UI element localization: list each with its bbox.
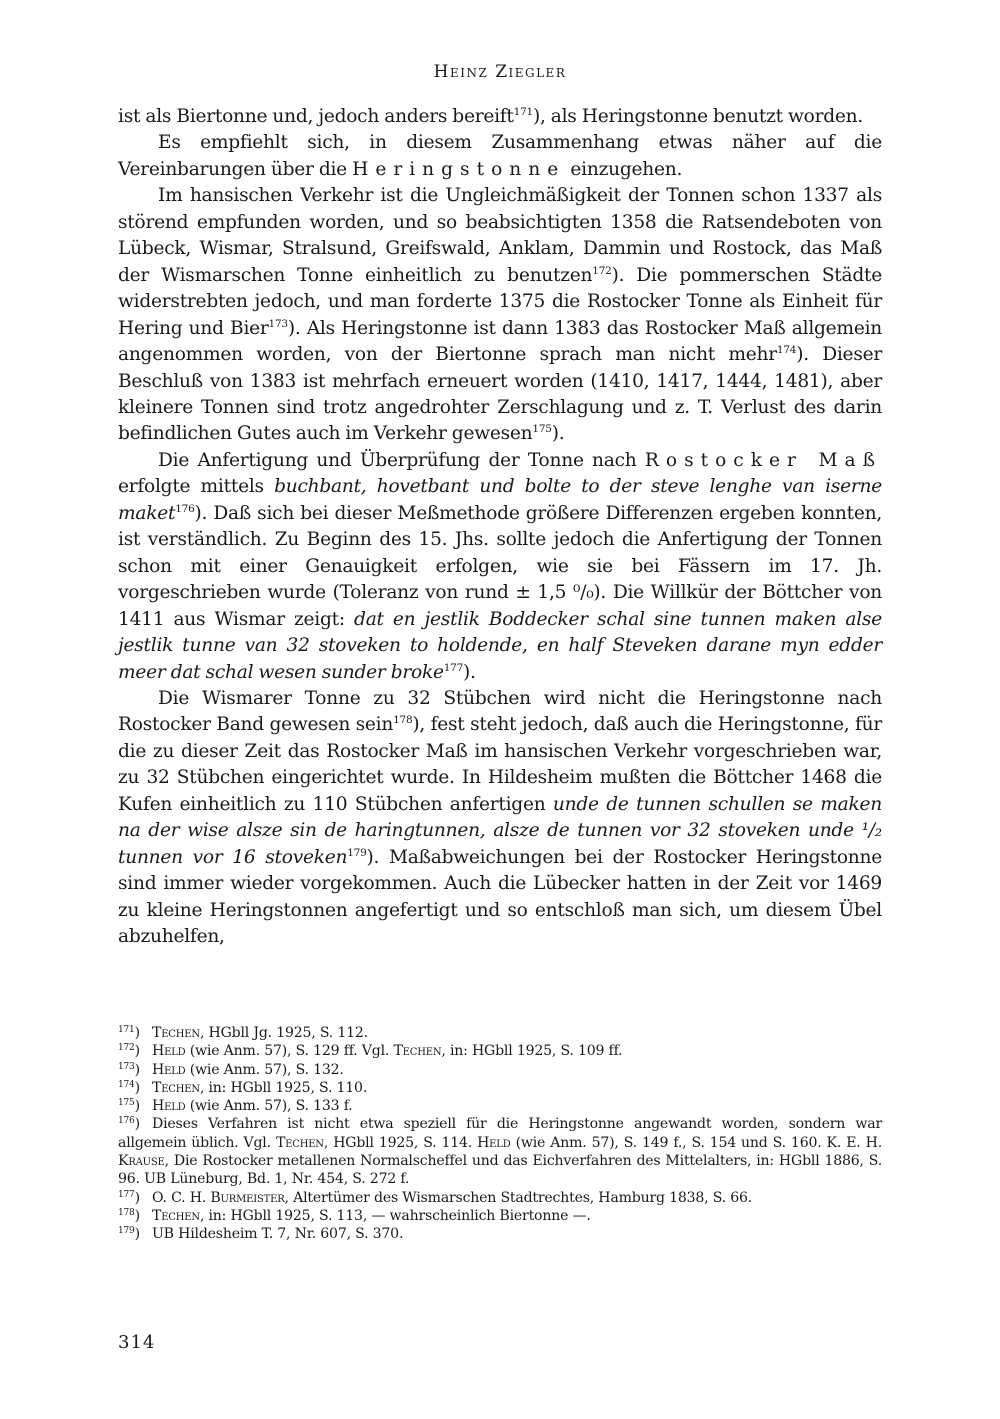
footnote-number-digits: 179 [118, 1226, 135, 1237]
footnote-text: (wie Anm. 57), S. 129 ff. Vgl. [185, 1043, 394, 1060]
footnote-number: $^{176}$) [118, 1116, 140, 1133]
text-span: ), als Heringstonne benutzt worden. [532, 106, 864, 127]
author-name: Held [152, 1061, 186, 1078]
paragraph-3 [118, 183, 882, 448]
footnote [118, 1097, 882, 1115]
footnote-number-digits: 176 [118, 1116, 135, 1127]
footnote-number-digits: 174 [118, 1079, 135, 1090]
footnote-text: , HGbll 1925, S. 114. [323, 1134, 478, 1151]
footnote-ref[interactable]: 177 [443, 661, 464, 674]
italic-quote: unde de tunnen schullen se maken na der wise alsze sin de haringtunnen, alsze de tunnen vor 32 stoveken unde ¹/₂ tunnen vor 16 stoveken [118, 793, 882, 868]
text-span: ist als Biertonne und, jedoch anders bereift [118, 106, 514, 127]
footnote [118, 1079, 882, 1097]
author-name: Techen [152, 1207, 200, 1224]
footnote-text: UB Hildesheim T. 7, Nr. 607, S. 370. [152, 1226, 404, 1243]
footnote [118, 1207, 882, 1225]
paragraph-5 [118, 686, 882, 951]
footnote [118, 1061, 882, 1079]
paragraph-4 [118, 448, 882, 686]
main-text [118, 104, 882, 951]
text-span: ). Die pommerschen Städte widerstrebten jedoch, und man forderte 1375 die Rostocker Tonne als Einheit für Hering und Bier [118, 264, 882, 339]
footnote-number: $^{177}$) [118, 1189, 140, 1206]
footnote [118, 1189, 882, 1207]
footnote-text: , in: HGbll 1925, S. 113, — wahrscheinlich Biertonne —. [199, 1207, 591, 1224]
page-number: 314 [118, 1332, 156, 1353]
spaced-term: Rostocker Maß [644, 449, 882, 471]
author-name: Burmeister [210, 1189, 285, 1206]
text-span: ), fest steht jedoch, daß auch die Heringstonne, für die zu dieser Zeit das Rostocker Maß im hansischen Verkehr vorgeschrieben war, zu 32 Stübchen eingerichtet wurde. In Hildesheim mußten die Böttcher 1468 die Kufen einheitlich zu 110 Stübchen anfertigen [118, 714, 882, 815]
footnote-number: $^{172}$) [118, 1043, 140, 1060]
footnote-text: , HGbll Jg. 1925, S. 112. [199, 1025, 368, 1041]
footnote-number: $^{175}$) [118, 1098, 140, 1115]
footnote-text: (wie Anm. 57), S. 132. [185, 1061, 344, 1078]
text-span: Die Wismarer Tonne zu 32 Stübchen wird nicht die Heringstonne nach Rostocker Band gewesen sein [118, 687, 882, 736]
footnote-ref[interactable]: 174 [776, 344, 797, 357]
footnote-ref[interactable]: 178 [393, 714, 413, 727]
footnote-number: $^{179}$) [118, 1226, 140, 1243]
footnote-number: $^{173}$) [118, 1061, 140, 1078]
text-span: ). Dieser Beschluß von 1383 ist mehrfach erneuert worden (1410, 1417, 1444, 1481), aber kleinere Tonnen sind trotz angedrohter Zerschlagung und z. T. Verlust des darin befindlichen Gutes auch im Verkehr gewesen [118, 344, 882, 445]
text-span: erfolgte mittels [118, 476, 264, 498]
paragraph-2 [118, 130, 882, 183]
text-span: einzugehen. [570, 158, 683, 180]
author-name: Techen [152, 1079, 200, 1096]
footnote-number-digits: 172 [118, 1043, 135, 1054]
italic-quote: dat en jestlik Boddecker schal sine tunnen maken alse jestlik tunne van 32 stoveken to holdende, en half Steveken darane myn edder meer dat schal wesen sunder broke [118, 608, 882, 683]
footnote-text: , in: HGbll 1925, S. 109 ff. [441, 1043, 623, 1060]
text-span: ). Daß sich bei dieser Meßmethode größere Differenzen ergeben konnten, ist verständlich. Zu Beginn des 15. Jhs. sollte jedoch die Anfertigung der Tonnen schon mit einer Genauigkeit erfolgen, wie sie bei Fässern im 17. Jh. vorgeschrieben wurde (Toleranz von rund ± 1,5 ⁰/₀). Die Willkür der Böttcher von 1411 aus Wismar zeigt: [118, 502, 882, 630]
author-name: Techen [152, 1025, 200, 1041]
footnote-text: , Die Rostocker metallenen Normalscheffel und das Eichverfahren des Mittelalters, in: HGbll 1886, S. 96. UB Lüneburg, Bd. 1, Nr. 454, S. 272 f. [118, 1153, 882, 1188]
footnote-number: $^{174}$) [118, 1079, 140, 1096]
footnote [118, 1024, 882, 1042]
author-name: Held [152, 1043, 186, 1060]
text-span: ). Maßabweichungen bei der Rostocker Heringstonne sind immer wieder vorgekommen. Auch die Lübecker hatten in der Zeit vor 1469 zu kleine Heringstonnen angefertigt und so entschloß man sich, um diesem Übel abzuhelfen, [118, 846, 882, 948]
footnote-ref[interactable]: 175 [532, 423, 552, 436]
footnote [118, 1115, 882, 1188]
footnote-text: , in: HGbll 1925, S. 110. [199, 1079, 368, 1096]
footnote [118, 1042, 882, 1060]
author-name: Held [477, 1134, 511, 1151]
footnote-number-digits: 171 [118, 1025, 135, 1035]
footnotes [118, 1024, 882, 1244]
italic-quote: buchbant, hovetbant und bolte to der steve lenghe van iserne maket [118, 476, 882, 524]
footnote-number-digits: 175 [118, 1098, 135, 1109]
spaced-term: Heringstonne [352, 158, 566, 180]
running-head: Heinz Ziegler [433, 62, 567, 82]
footnote-number-digits: 173 [118, 1061, 135, 1072]
footnote-ref[interactable]: 172 [592, 264, 612, 277]
footnote-number: $^{178}$) [118, 1207, 140, 1224]
footnote-ref[interactable]: 171 [513, 106, 533, 118]
footnote-ref[interactable]: 179 [347, 846, 367, 859]
footnote-number: $^{171}$) [118, 1025, 140, 1041]
text-span: ). [551, 423, 565, 445]
author-name: Techen [393, 1043, 442, 1060]
footnote-text: O. C. H. [152, 1189, 211, 1206]
footnote [118, 1225, 882, 1243]
text-span: Die Anfertigung und Überprüfung der Tonne nach [158, 449, 637, 471]
text-span: ). Als Heringstonne ist dann 1383 das Rostocker Maß allgemein angenommen worden, von der Biertonne sprach man nicht mehr [118, 317, 882, 366]
author-name: Krause [118, 1153, 165, 1170]
footnote-text: (wie Anm. 57), S. 133 f. [185, 1098, 353, 1115]
footnote-text: , Altertümer des Wismarschen Stadtrechtes, Hamburg 1838, S. 66. [284, 1189, 753, 1206]
author-name: Techen [275, 1134, 324, 1151]
text-span: Im hansischen Verkehr ist die Ungleichmäßigkeit der Tonnen schon 1337 als störend empfunden worden, und so beabsichtigten 1358 die Ratsendeboten von Lübeck, Wismar, Stralsund, Greifswald, Anklam, Dammin und Rostock, das Maß der Wismarschen Tonne einheitlich zu benutzen [118, 185, 882, 286]
footnote-text: (wie Anm. 57), S. 149 f., S. 154 und S. 160. K. E. H. [510, 1134, 882, 1151]
footnote-ref[interactable]: 173 [268, 317, 288, 330]
footnote-number-digits: 177 [118, 1189, 135, 1200]
text-span: Es empfiehlt sich, in diesem Zusammenhang etwas näher auf die Vereinbarungen über die [118, 132, 882, 180]
author-name: Held [152, 1098, 186, 1115]
footnote-ref[interactable]: 176 [175, 502, 195, 515]
footnote-text: Dieses Verfahren ist nicht etwa speziell für die Heringstonne angewandt worden, sondern war allgemein üblich. Vgl. [118, 1116, 882, 1151]
paragraph-1 [118, 104, 882, 130]
text-span: ). [463, 661, 476, 683]
footnote-number-digits: 178 [118, 1207, 135, 1218]
